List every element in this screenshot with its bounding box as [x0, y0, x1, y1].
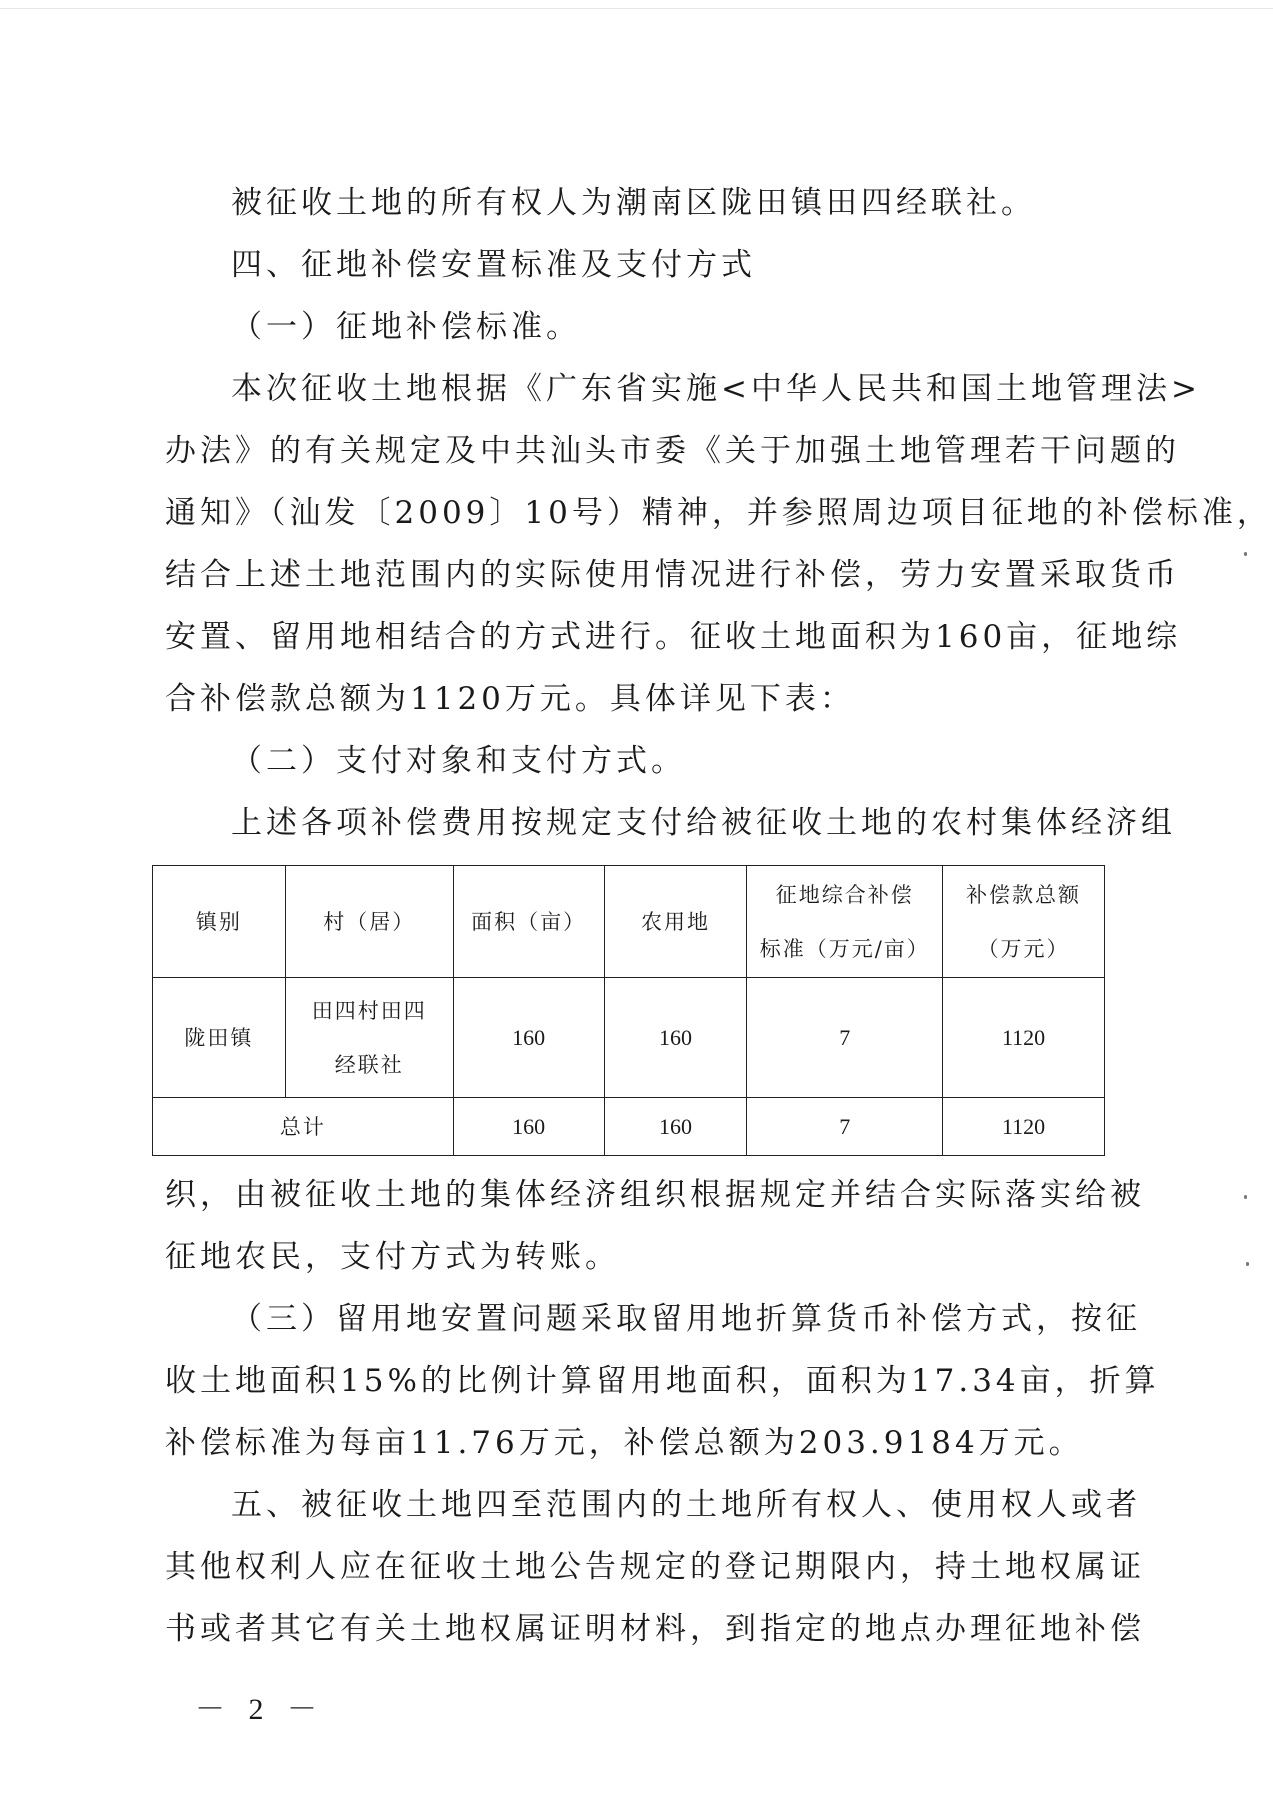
text-line: 上述各项补偿费用按规定支付给被征收土地的农村集体经济组: [231, 805, 1176, 841]
header-total: [943, 866, 1105, 978]
header-standard-line2: 标准（万元/亩）: [759, 936, 930, 961]
text-line: 结合上述土地范围内的实际使用情况进行补偿，劳力安置采取货币: [165, 557, 1180, 593]
cell-village: [285, 978, 453, 1098]
table-row: [153, 978, 1105, 1098]
cell-area: 160: [453, 978, 604, 1098]
text-line: （二）支付对象和支付方式。: [231, 743, 686, 779]
scan-speck: [1244, 1195, 1247, 1199]
paragraph-section-5: [165, 1474, 1145, 1660]
text-line: 其他权利人应在征收土地公告规定的登记期限内，持土地权属证: [165, 1549, 1145, 1585]
cell-standard: 7: [747, 978, 943, 1098]
cell-village-line2: 经联社: [334, 1052, 404, 1077]
header-total-line2: （万元）: [977, 936, 1070, 961]
text-line: 五、被征收土地四至范围内的土地所有权人、使用权人或者: [231, 1487, 1141, 1523]
text-line: 书或者其它有关土地权属证明材料，到指定的地点办理征地补偿: [165, 1611, 1145, 1647]
header-farmland: 农用地: [604, 866, 747, 978]
text-line: 安置、留用地相结合的方式进行。征收土地面积为160亩，征地综: [165, 619, 1182, 655]
text-line: 征地农民，支付方式为转账。: [165, 1239, 620, 1275]
scan-speck: [1246, 1262, 1249, 1266]
header-total-line1: 补偿款总额: [966, 882, 1082, 907]
table-header-row: [153, 866, 1105, 978]
cell-sum-total: 1120: [943, 1098, 1105, 1156]
header-area: 面积（亩）: [453, 866, 604, 978]
paragraph-payment-start: [165, 792, 1176, 854]
text-line: 办法》的有关规定及中共汕头市委《关于加强土地管理若干问题的: [165, 433, 1180, 469]
text-line: 通知》（汕发〔2009〕10号）精神，并参照周边项目征地的补偿标准，: [165, 495, 1272, 531]
cell-total: 1120: [943, 978, 1105, 1098]
header-town: 镇别: [153, 866, 286, 978]
compensation-table: [152, 865, 1105, 1156]
text-line: 四、征地补偿安置标准及支付方式: [231, 247, 756, 283]
paragraph-owner: [165, 172, 1125, 234]
text-line: 被征收土地的所有权人为潮南区陇田镇田四经联社。: [231, 185, 1036, 221]
cell-village-line1: 田四村田四: [311, 998, 427, 1023]
text-line: 合补偿款总额为1120万元。具体详见下表：: [165, 681, 855, 717]
header-standard-line1: 征地综合补偿: [775, 882, 914, 907]
cell-sum-label: 总计: [153, 1098, 454, 1156]
cell-farmland: 160: [604, 978, 747, 1098]
scan-speck: [1244, 552, 1247, 556]
section-heading-4: [165, 234, 1125, 296]
table-sum-row: [153, 1098, 1105, 1156]
scan-top-edge: [0, 8, 1273, 9]
cell-town: 陇田镇: [153, 978, 286, 1098]
header-village: 村（居）: [285, 866, 453, 978]
subheading-1: [165, 296, 1125, 358]
cell-sum-standard: 7: [747, 1098, 943, 1156]
header-standard: [747, 866, 943, 978]
cell-sum-farmland: 160: [604, 1098, 747, 1156]
cell-sum-area: 160: [453, 1098, 604, 1156]
text-line: 织，由被征收土地的集体经济组织根据规定并结合实际落实给被: [165, 1177, 1145, 1213]
paragraph-standard: [165, 358, 1272, 730]
paragraph-reserved-land: [165, 1288, 1160, 1474]
text-line: 补偿标准为每亩11.76万元，补偿总额为203.9184万元。: [165, 1425, 1084, 1461]
text-line: 本次征收土地根据《广东省实施<中华人民共和国土地管理法>: [231, 371, 1201, 407]
text-line: 收土地面积15%的比例计算留用地面积，面积为17.34亩，折算: [165, 1363, 1160, 1399]
page-number: － 2 －: [195, 1693, 325, 1726]
paragraph-payment-end: [165, 1164, 1145, 1288]
text-line: （三）留用地安置问题采取留用地折算货币补偿方式，按征: [231, 1301, 1141, 1337]
text-line: （一）征地补偿标准。: [231, 309, 581, 345]
subheading-2: [165, 730, 1125, 792]
